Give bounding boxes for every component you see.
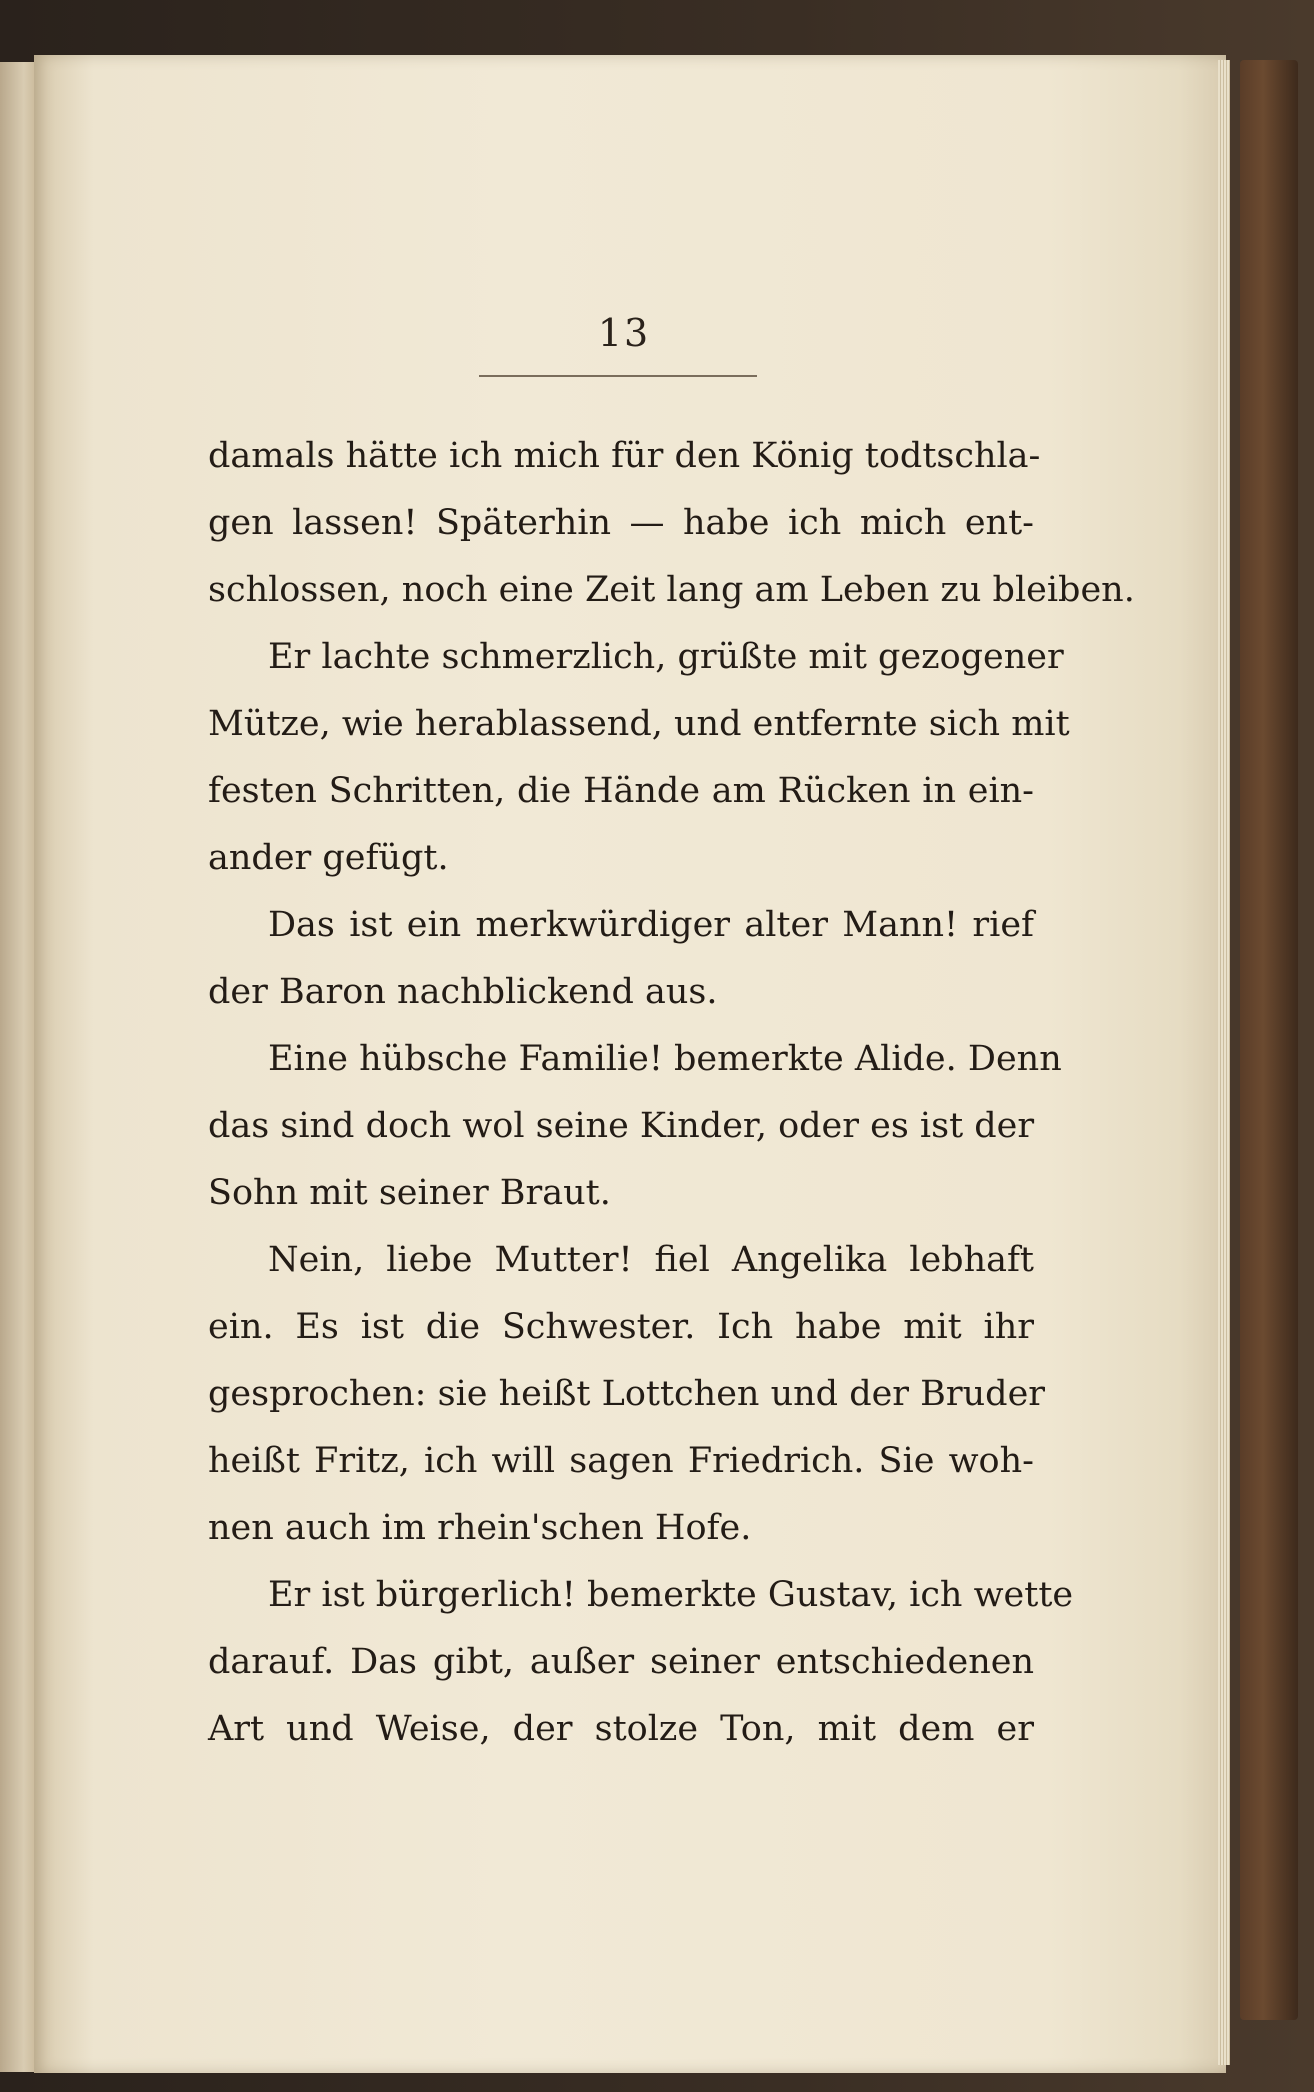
text-line: nen auch im rhein'schen Hofe.	[208, 1508, 752, 1548]
text-line: gen lassen! Späterhin — habe ich mich ent-	[208, 503, 1034, 543]
left-page-edge	[0, 62, 34, 2072]
text-line: gesprochen: sie heißt Lottchen und der Bruder	[208, 1374, 1046, 1414]
text-line: Das ist ein merkwürdiger alter Mann! rief	[268, 905, 1034, 945]
text-line: Eine hübsche Familie! bemerkte Alide. Denn	[268, 1039, 1062, 1079]
text-line: festen Schritten, die Hände am Rücken in ein-	[208, 771, 1034, 811]
page-number: 13	[597, 311, 651, 355]
text-line: Nein, liebe Mutter! fiel Angelika lebhaft	[268, 1240, 1034, 1280]
text-line: ander gefügt.	[208, 838, 449, 878]
text-line: der Baron nachblickend aus.	[208, 972, 718, 1012]
text-line: heißt Fritz, ich will sagen Friedrich. Sie woh-	[208, 1441, 1034, 1481]
body-text	[208, 423, 1135, 1763]
text-line: ein. Es ist die Schwester. Ich habe mit ihr	[208, 1307, 1034, 1347]
text-line: Sohn mit seiner Braut.	[208, 1173, 611, 1213]
page-block-edge	[1218, 60, 1230, 2065]
text-line: das sind doch wol seine Kinder, oder es ist der	[208, 1106, 1035, 1146]
text-line: Er ist bürgerlich! bemerkte Gustav, ich wette	[268, 1575, 1074, 1615]
text-line: Mütze, wie herablassend, und entfernte sich mit	[208, 704, 1070, 744]
text-line: damals hätte ich mich für den König todtschla-	[208, 436, 1041, 476]
header-rule	[479, 375, 757, 377]
cover-edge	[1240, 60, 1298, 2020]
text-line: schlossen, noch eine Zeit lang am Leben zu bleiben.	[208, 570, 1135, 610]
text-line: darauf. Das gibt, außer seiner entschiedenen	[208, 1642, 1034, 1682]
book-page	[34, 55, 1226, 2073]
text-line: Er lachte schmerzlich, grüßte mit gezogener	[268, 637, 1064, 677]
text-line: Art und Weise, der stolze Ton, mit dem er	[208, 1709, 1034, 1749]
